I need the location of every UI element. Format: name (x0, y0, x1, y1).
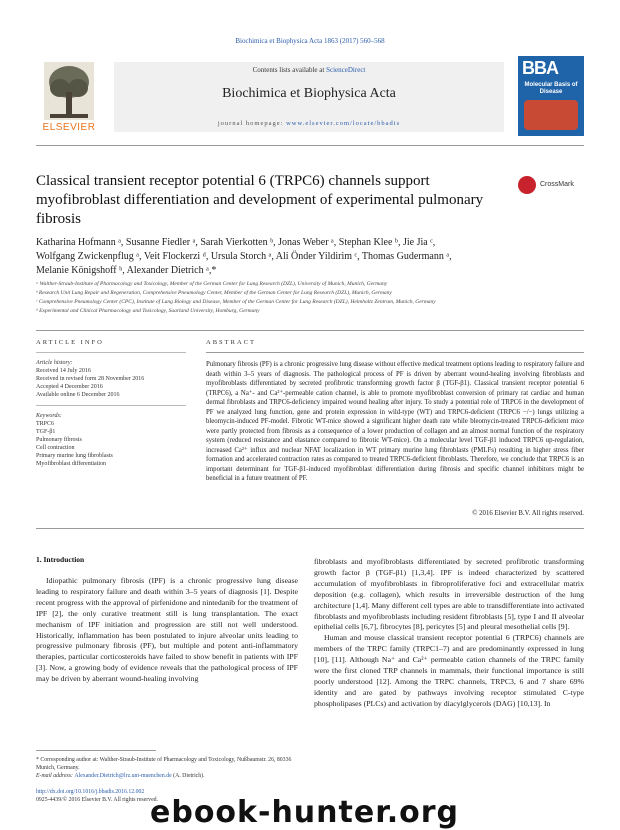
affiliation: ᵇ Research Unit Lung Repair and Regeneration, Comprehensive Pneumology Center, Member of the German Center for Lung Research (DZL), Munich, Germany (36, 290, 392, 296)
author-line[interactable]: Wolfgang Zwickenpflug ᵃ, Veit Flockerzi ᵈ, Ursula Storch ᵃ, Ali Önder Yildirim ᶜ, Thomas Gudermann ᵃ, (36, 251, 452, 262)
contents-prefix: Contents lists available at (252, 66, 327, 74)
watermark: ebook-hunter.org (150, 795, 459, 830)
paragraph: Idiopathic pulmonary fibrosis (IPF) is a chronic progressive lung disease leading to respiratory failure and death within 3–5 years of diagnosis [1]. Despite recent progress with the approval of pirfenidone and nintedanib for the treatment of IPF [2], the only curative treatment still is lung transplantation. The exact mechanism of IPF initiation and progression are still not well understood. Historically, inflammation has been postulated to injure alveolar units leading to progressive pulmonary fibrosis (PF), but multiple and potent anti-inflammatory therapies, particular corticosteroids have failed to show benefit in patients with IPF [3]. Now, a growing body of evidence reveals that the pathological process of IPF may be driven by aberrant wound-healing involving (36, 576, 298, 684)
affiliation: ᵃ Walther-Straub-Institute of Pharmacology and Toxicology, Member of the German Center for Lung Research (DZL), University of Munich, Munich, Germany (36, 281, 388, 287)
article-info (36, 339, 186, 468)
author-line[interactable]: Melanie Königshoff ᵇ, Alexander Dietrich ᵃ,* (36, 265, 217, 276)
keyword: Myofibroblast differentiation (36, 461, 107, 467)
header-divider (36, 145, 584, 146)
crossmark-icon (518, 176, 536, 194)
paragraph: Human and mouse classical transient receptor potential 6 (TRPC6) channels are members of the TRPC family (TRPC1–7) and are predominantly expressed in lung [10], [11]. Although Na⁺ and Ca²⁺ permeable cation channels of the TRPC family were the first cloned TRP channels in mammals, their functional importance is still poorly understood [12]. Among the TRPC channels, TRPC3, 6 and 7 share 69% identity and are gated by pathways involving receptor stimulated C-type phospholipases (PLCs) and activation by diacylglycerols (DAG) [10,13]. In (314, 633, 584, 708)
copyright-notice: © 2016 Elsevier B.V. All rights reserved. (472, 510, 584, 517)
article-info-heading: ARTICLE INFO (36, 339, 104, 346)
abstract-text: Pulmonary fibrosis (PF) is a chronic progressive lung disease without effective medical treatment options leading to respiratory failure and death within 3–5 years of diagnosis. The pathological process of PF is driven by aberrant wound-healing involving fibroblasts and myofibroblasts differentiated by secreted profibrotic transforming growth factor β (TGF-β1). Classical transient receptor potential 6 (TRPC6), a Na⁺- and Ca²⁺-permeable cation channel, is able to promote myofibroblast conversion of primary rat cardiac and human dermal fibroblasts and TRPC6-deficiency impaired wound healing after injury. To study a potential role of TRPC6 in the development of PF we analyzed lung function, gene and protein expression in wild-type (WT) and TRPC6-deficient (TRPC6 −/−) lungs utilizing a bleomycin-induced PF-model. Fibrotic WT-mice showed a significant higher death rate while bleomycin-treated TRPC6-deficient mice were partly protected from fibrosis as a consequence of a lower production of collagen and an almost normal function of the respiratory system (reduced resistance and elastance compared to fibrotic WT-mice). On a molecular level TGF-β1 induced TRPC6 up-regulation, increased Ca²⁺ influx and nuclear NFAT localization in WT primary murine lung fibroblasts (PMLFs) resulting in higher stress fiber formation and accelerated contraction rates as compared to treated TRPC6-deficient fibroblasts. Therefore, we conclude that TRPC6 is an important determinant for TGF-β1-induced myofibroblast differentiation during fibrosis and specific channel inhibitors might be beneficial in a future treatment of PF. (206, 361, 584, 482)
section-heading: 1. Introduction (36, 555, 85, 564)
cover-title: BBA (522, 58, 558, 78)
keyword: Cell contraction (36, 445, 75, 451)
crossmark-badge[interactable] (518, 176, 588, 196)
email-prefix: E-mail address: (36, 773, 75, 779)
footnote-divider (36, 750, 156, 751)
abstract-bottom-divider (36, 528, 584, 529)
keywords-label: Keywords: (36, 413, 62, 419)
keyword: Primary murine lung fibroblasts (36, 453, 113, 459)
journal-homepage (114, 120, 504, 127)
journal-title: Biochimica et Biophysica Acta (222, 86, 396, 101)
journal-cover-thumbnail[interactable] (518, 56, 584, 136)
sciencedirect-link[interactable]: ScienceDirect (326, 66, 366, 74)
history-item: Accepted 4 December 2016 (36, 384, 103, 390)
author-line[interactable]: Katharina Hofmann ᵃ, Susanne Fiedler ᵃ, Sarah Vierkotten ᵇ, Jonas Weber ᵃ, Stephan Klee ᵇ, Jie Jia ᶜ, (36, 237, 436, 248)
history-label: Article history: (36, 360, 73, 366)
affiliations (36, 280, 584, 316)
doi-link[interactable]: http://dx.doi.org/10.1016/j.bbadis.2016.12.002 (36, 789, 145, 795)
article-history (36, 352, 186, 399)
journal-header (36, 54, 584, 138)
keyword: TGF-β1 (36, 429, 56, 435)
keyword: TRPC6 (36, 421, 55, 427)
email-suffix: (A. Dietrich). (171, 773, 205, 779)
affiliation: ᵈ Experimental and Clinical Pharmacology and Toxicology, Saarland University, Homburg, Germany (36, 308, 260, 314)
author-list (36, 236, 584, 278)
body-column-right (314, 557, 584, 710)
corresponding-author: * Corresponding author at: Walther-Straub-Institute of Pharmacology and Toxicology, Nußbaumstr. 26, 80336 Munich, Germany. (36, 757, 292, 771)
article-title: Classical transient receptor potential 6 (TRPC6) channels support myofibroblast differentiation and development of experimental pulmonary fibrosis (36, 173, 484, 227)
keywords (36, 405, 186, 468)
abstract-divider (206, 352, 584, 353)
history-item: Received in revised form 28 November 2016 (36, 376, 145, 382)
cover-artwork (524, 100, 578, 130)
issn-line: 0925-4439/© 2016 Elsevier B.V. All rights reserved. (36, 797, 158, 803)
cover-subtitle: Molecular Basis of Disease (524, 82, 578, 95)
homepage-prefix: journal homepage: (217, 120, 287, 127)
paragraph: fibroblasts and myofibroblasts differentiated by secreted profibrotic transforming growth factor β (TGF-β1) [1,3,4]. IPF is indeed characterized by scattered accumulation of myofibroblasts in fibroproliferative foci and extracellular matrix deposition (e.g. collagen), which results in irreversible destruction of the lung architecture [1,4]. Many different cell types are able to transdifferentiate into activated fibroblasts and myofibroblasts including resident fibroblasts [5], type I and II alveolar epithelial cells [6,7], fibrocytes [8], pericytes [5] and pleural mesothelial cells [9]. (314, 557, 584, 632)
homepage-link[interactable]: www.elsevier.com/locate/bbadis (286, 120, 401, 127)
footnote (36, 756, 298, 780)
keyword: Pulmonary fibrosis (36, 437, 82, 443)
elsevier-wordmark: ELSEVIER (42, 122, 96, 133)
abstract-heading: ABSTRACT (206, 339, 256, 346)
history-item: Received 14 July 2016 (36, 368, 91, 374)
body-column-left (36, 576, 298, 685)
email-line (36, 772, 298, 780)
email-link[interactable]: Alexander.Dietrich@lrz.uni-muenchen.de (74, 773, 172, 779)
crossmark-label: CrossMark (540, 181, 574, 188)
journal-header-box (114, 62, 504, 132)
affiliation-divider (36, 330, 584, 331)
journal-citation-header[interactable]: Biochimica et Biophysica Acta 1863 (2017) 560–568 (235, 37, 385, 45)
contents-line (114, 66, 504, 74)
affiliation: ᶜ Comprehensive Pneumology Center (CPC), Institute of Lung Biology and Disease, Member of the German Center for Lung Research (DZL), Helmholtz Zentrum, Munich, Germany (36, 299, 436, 305)
history-item: Available online 6 December 2016 (36, 392, 120, 398)
